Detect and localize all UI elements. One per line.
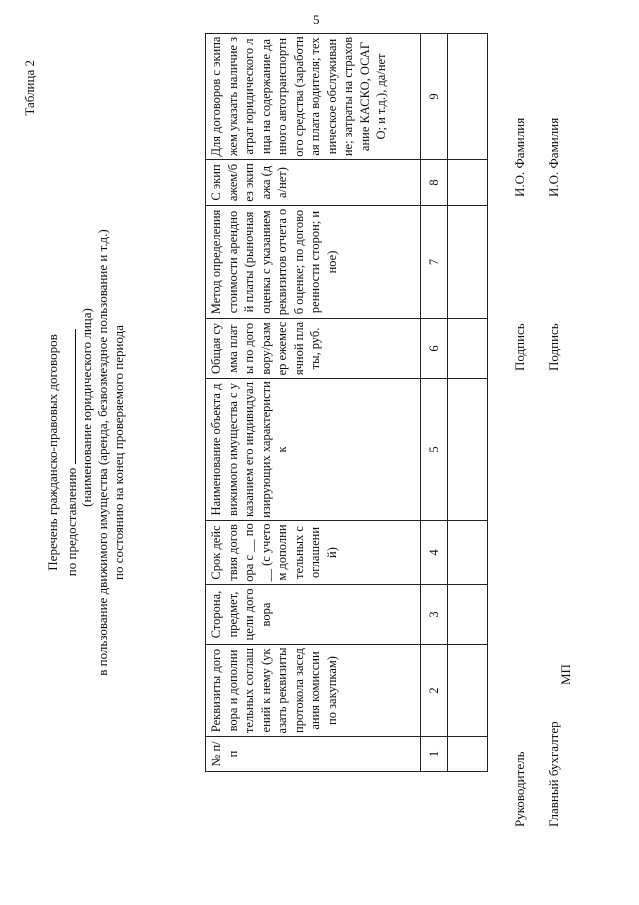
column-number-cell: 5 [421,379,448,521]
empty-cell [448,737,488,772]
column-number-cell: 7 [421,206,448,319]
header-cell: № п/п [206,737,421,772]
subtitle-text: по предоставлению [64,467,79,577]
header-cell: Для договоров с экипажем указать наличие затрат юридического лица на содержание данного автотранспортного средства (заработная плата водителя; техническое обслуживание; затраты на страхование КАСКО, ОСАГО; и т.д.), да/нет [206,34,421,160]
head-label: Руководитель [512,751,527,827]
empty-cell [448,34,488,160]
empty-cell [448,521,488,585]
column-number-cell: 6 [421,319,448,379]
empty-cell [448,645,488,737]
table-label: Таблица 2 [22,60,37,116]
empty-cell [448,379,488,521]
column-number-cell: 4 [421,521,448,585]
contracts-table [205,33,488,772]
table-header-row [206,34,421,772]
stamp-label: МП [558,664,573,685]
column-number-cell: 1 [421,737,448,772]
accountant-label: Главный бухгалтер [546,721,561,827]
header-cell: Срок действия договора с __ по __ (с учетом дополнительных соглашений) [206,521,421,585]
header-cell: Реквизиты договора и дополнительных соглашений к нему (указать реквизиты протокола заседания комиссии по закупкам) [206,645,421,737]
accountant-name-label: И.О. Фамилия [546,117,561,197]
header-cell: Метод определения стоимости арендной платы (рыночная оценка с указанием реквизитов отчета об оценке; по договоренности сторон; иное) [206,206,421,319]
header-cell: Общая сумма платы по договору/размер ежемесячной платы, руб. [206,319,421,379]
accountant-signature-label: Подпись [546,323,561,371]
column-number-cell: 3 [421,585,448,645]
empty-cell [448,206,488,319]
head-name-label: И.О. Фамилия [512,117,527,197]
page-number: 5 [313,12,320,27]
column-number-row [421,34,448,772]
empty-cell [448,585,488,645]
usage-line: в пользование движимого имущества (аренда, безвозмездное пользование и т.д.) [95,229,110,676]
header-cell: Сторона, предмет, цели договора [206,585,421,645]
header-cell: Наименование объекта движимого имущества с указанием его индивидуализирующих характеристик [206,379,421,521]
head-signature-label: Подпись [512,323,527,371]
column-number-cell: 2 [421,645,448,737]
header-cell: С экипажем/без экипажа (да/нет) [206,160,421,206]
period-line: по состоянию на конец проверяемого периода [111,325,126,580]
empty-cell [448,319,488,379]
org-hint-row [79,0,95,905]
column-number-cell: 8 [421,160,448,206]
empty-cell [448,160,488,206]
org-hint: (наименование юридического лица) [79,308,94,507]
document-title: Перечень гражданско-правовых договоров [45,334,60,571]
column-number-cell: 9 [421,34,448,160]
empty-data-row [448,34,488,772]
org-name-blank-line [63,329,76,464]
document-subtitle [63,0,80,905]
